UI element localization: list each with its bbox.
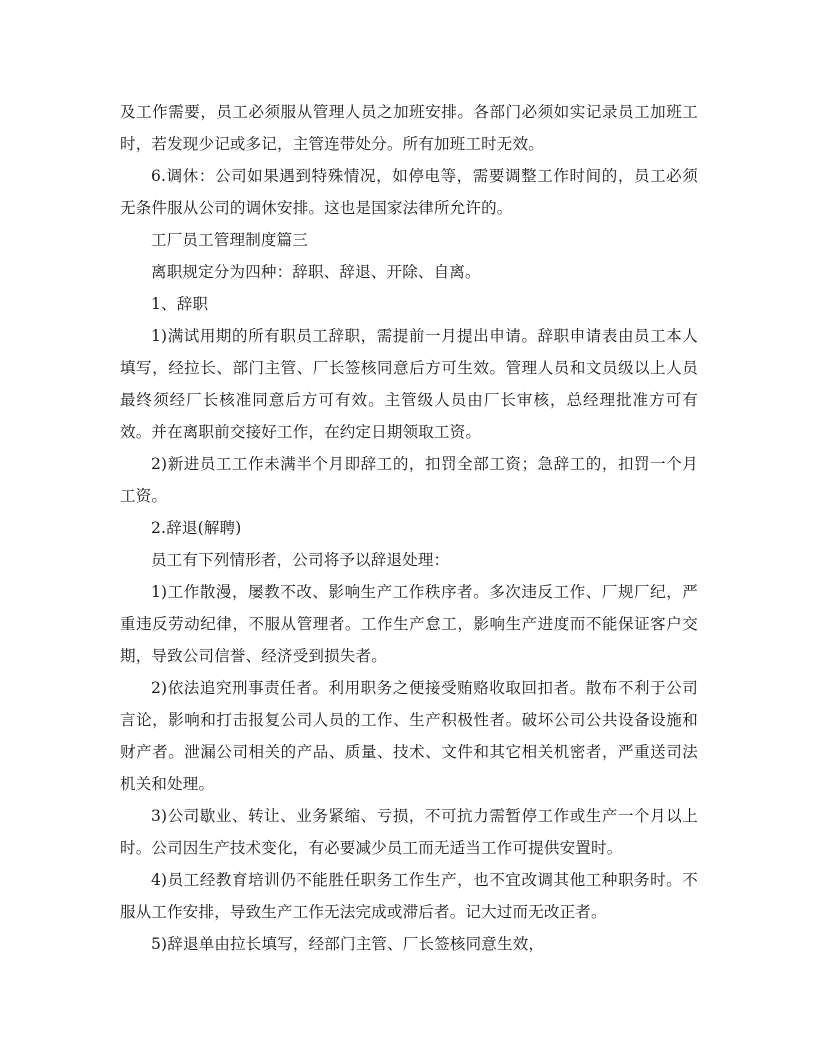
paragraph-overtime-continued: 及工作需要，员工必须服从管理人员之加班安排。各部门必须如实记录员工加班工时，若发现少记或多记，主管连带处分。所有加班工时无效。 bbox=[120, 103, 698, 153]
paragraph-dismissal-rule-4: 4)员工经教育培训仍不能胜任职务工作生产，也不宜改调其他工种职务时。不服从工作安排，导致生产工作无法完成或滞后者。记大过而无改正者。 bbox=[120, 871, 698, 921]
paragraph-shift-adjustment: 6.调休：公司如果遇到特殊情况，如停电等，需要调整工作时间的，员工必须无条件服从公司的调休安排。这也是国家法律所允许的。 bbox=[120, 167, 698, 217]
paragraph-dismissal-intro: 员工有下列情形者，公司将予以辞退处理： bbox=[151, 551, 450, 569]
paragraph-dismissal-rule-2: 2)依法追究刑事责任者。利用职务之便接受贿赂收取回扣者。散布不利于公司言论，影响和打击报复公司人员的工作、生产积极性者。破坏公司公共设备设施和财产者。泄漏公司相关的产品、质量、技术、文件和其它相关机密者，严重送司法机关和处理。 bbox=[120, 679, 698, 793]
paragraph-dismissal-rule-5: 5)辞退单由拉长填写，经部门主管、厂长签核同意生效， bbox=[151, 935, 545, 953]
paragraph-resignation-rule-2: 2)新进员工工作未满半个月即辞工的，扣罚全部工资；急辞工的，扣罚一个月工资。 bbox=[120, 455, 698, 505]
paragraph-departure-types: 离职规定分为四种：辞职、辞退、开除、自离。 bbox=[151, 263, 481, 281]
paragraph-resignation-rule-1: 1)满试用期的所有职员工辞职，需提前一月提出申请。辞职申请表由员工本人填写，经拉长、部门主管、厂长签核同意后方可生效。管理人员和文员级以上人员最终须经厂长核准同意后方可有效。主管级人员由厂长审核，总经理批准方可有效。并在离职前交接好工作，在约定日期领取工资。 bbox=[120, 327, 698, 441]
subheading-dismissal: 2.辞退(解聘) bbox=[151, 519, 242, 537]
subheading-resignation: 1、辞职 bbox=[151, 295, 209, 313]
section-heading: 工厂员工管理制度篇三 bbox=[151, 231, 309, 249]
document-body bbox=[120, 96, 698, 960]
paragraph-dismissal-rule-3: 3)公司歇业、转让、业务紧缩、亏损，不可抗力需暂停工作或生产一个月以上时。公司因生产技术变化，有必要减少员工而无适当工作可提供安置时。 bbox=[120, 807, 698, 857]
paragraph-dismissal-rule-1: 1)工作散漫，屡教不改、影响生产工作秩序者。多次违反工作、厂规厂纪，严重违反劳动纪律，不服从管理者。工作生产怠工，影响生产进度而不能保证客户交期，导致公司信誉、经济受到损失者。 bbox=[120, 583, 698, 665]
